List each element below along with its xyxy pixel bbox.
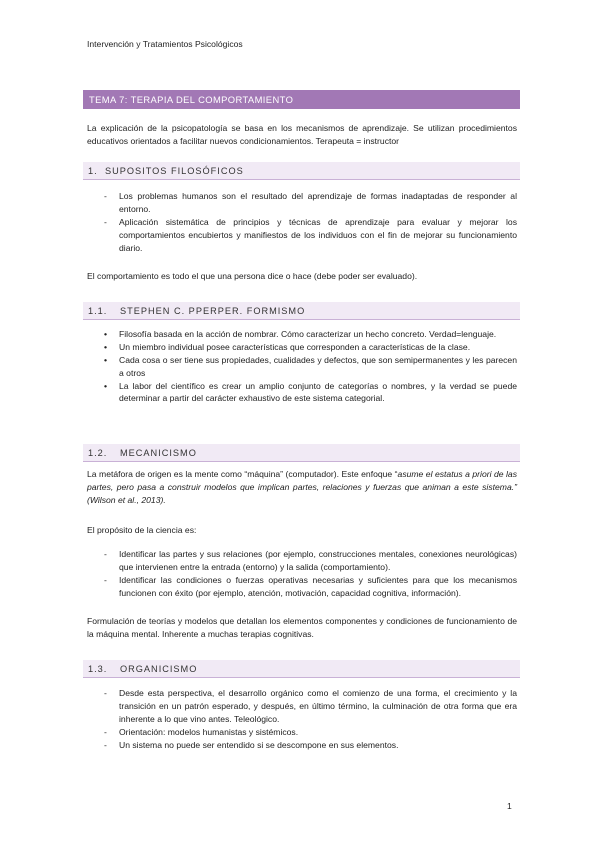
section-title: SUPOSITOS FILOSÓFICOS	[105, 166, 244, 176]
section-1-2-paragraph: La metáfora de origen es la mente como “máquina” (computador). Este enfoque “asume el estatus a priori de las partes, pero pasa a construir modelos que implican partes, relaciones y fuerzas que animan a este sistema.” (Wilson et al., 2013).	[87, 469, 517, 505]
section-1-closing: El comportamiento es todo el que una persona dice o hace (debe poder ser evaluado).	[87, 271, 418, 281]
list-item: - Desde esta perspectiva, el desarrollo orgánico como el comienzo de una forma, el crecimiento y la transición en un patrón esperado, y después, en último término, la culminación de otra forma que era inherente a lo que vino antes. Teleológico.	[104, 688, 517, 724]
section-1-3-list	[87, 687, 517, 751]
section-heading-1-3	[83, 660, 520, 678]
purpose-label: El propósito de la ciencia es:	[87, 525, 197, 535]
section-number: 1.	[88, 166, 98, 176]
dash-marker: -	[104, 574, 107, 585]
section-1-2-closing: Formulación de teorías y modelos que detallan los elementos componentes y condiciones de funcionamiento de la máquina mental. Inherente a muchas terapias cognitivas.	[87, 616, 517, 639]
dash-marker: -	[104, 726, 107, 737]
document-header: Intervención y Tratamientos Psicológicos	[87, 39, 243, 49]
dash-marker: -	[104, 191, 107, 201]
list-item: • La labor del científico es crear un amplio conjunto de categorías o nombres, y la verdad se puede determinar a partir del carácter exhaustivo de este sistema categorial.	[104, 380, 517, 404]
section-title: MECANICISMO	[120, 448, 197, 458]
section-heading-1-1	[83, 302, 520, 320]
list-item: • Un miembro individual posee características que corresponden a características de la clase.	[104, 341, 471, 352]
dash-marker: -	[104, 549, 107, 559]
bullet-marker: •	[104, 329, 108, 339]
chapter-title-bar	[83, 90, 520, 109]
section-heading-1-2	[83, 444, 520, 462]
list-item: - Identificar las partes y sus relaciones (por ejemplo, construcciones mentales, conexiones neurológicas) que intervienen entre la entrada (entorno) y la salida (comportamiento).	[104, 549, 517, 572]
section-number: 1.3.	[88, 664, 108, 674]
list-item: • Filosofía basada en la acción de nombrar. Cómo caracterizar un hecho concreto. Verdad=lenguaje.	[104, 329, 497, 339]
page-number: 1	[507, 801, 512, 811]
citation-quote: asume el estatus a priori de las partes, pero pasa a construir modelos que implican partes, relaciones y fuerzas que animan a este sistema.” (Wilson et al., 2013).	[87, 469, 517, 505]
dash-marker: -	[104, 688, 107, 698]
section-number: 1.2.	[88, 448, 108, 458]
dash-marker: -	[104, 216, 107, 227]
list-item: - Aplicación sistemática de principios y técnicas de aprendizaje para evaluar y mejorar los comportamientos encubiertos y manifiestos de los individuos con el fin de mejorar su funcionamiento diario.	[104, 216, 517, 253]
list-item: - Identificar las condiciones o fuerzas operativas necesarias y suficientes para que los mecanismos funcionen con éxito (por ejemplo, atención, motivación, capacidad cognitiva, información).	[104, 574, 517, 598]
list-item: - Los problemas humanos son el resultado del aprendizaje de formas inadaptadas de responder al entorno.	[104, 191, 517, 214]
section-number: 1.1.	[88, 306, 108, 316]
bullet-marker: •	[104, 341, 108, 352]
intro-paragraph: La explicación de la psicopatología se basa en los mecanismos de aprendizaje. Se utilizan procedimientos educativos orientados a facilitar nuevos condicionamientos. Terapeuta = instructor	[87, 123, 517, 146]
list-item: - Un sistema no puede ser entendido si se descompone en sus elementos.	[104, 739, 399, 750]
section-title: ORGANICISMO	[120, 664, 198, 674]
list-item: - Orientación: modelos humanistas y sistémicos.	[104, 726, 299, 737]
list-item: • Cada cosa o ser tiene sus propiedades, cualidades y defectos, que son semipermanentes y les parecen a otros	[104, 354, 517, 378]
bullet-marker: •	[104, 380, 108, 391]
section-1-list	[87, 190, 517, 254]
section-1-2-list	[87, 548, 517, 600]
section-heading-1	[83, 162, 520, 180]
section-title: STEPHEN C. PPERPER. FORMISMO	[120, 306, 306, 316]
chapter-title: TEMA 7: TERAPIA DEL COMPORTAMIENTO	[89, 94, 294, 105]
section-1-1-list	[87, 328, 517, 405]
bullet-marker: •	[104, 354, 108, 365]
dash-marker: -	[104, 739, 107, 750]
